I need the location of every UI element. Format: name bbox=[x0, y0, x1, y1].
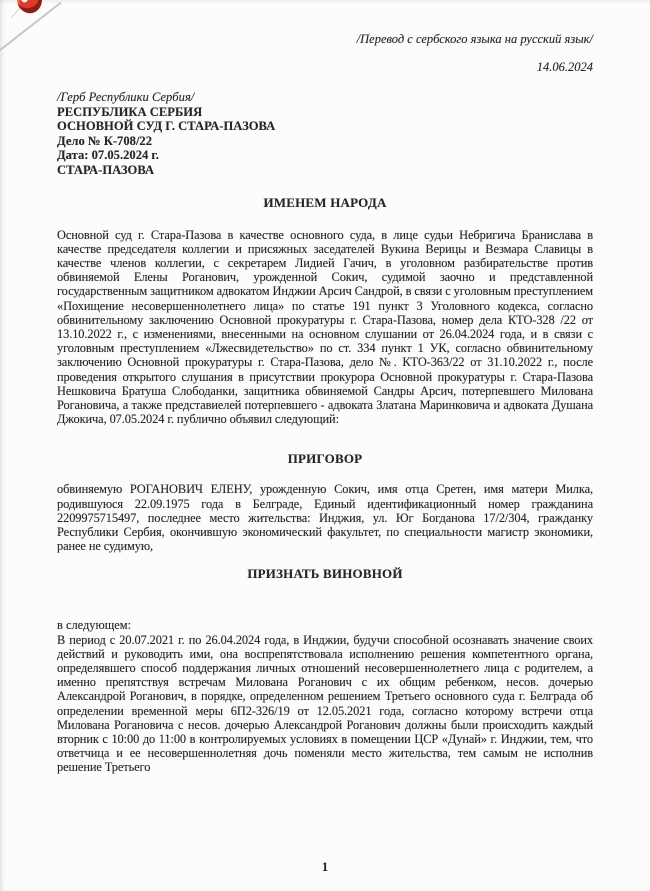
intro-paragraph: Основной суд г. Стара-Пазова в качестве основного суда, в лице судьи Небригича Бранислава в качестве председателя коллегии и присяжных заседателей Вукина Верицы и Везмара Славицы в качестве членов коллегии, с секретарем Лидией Гачич, в уголовном разбирательстве против обвиняемой Елены Роганович, урожденной Сокич, судимой заочно и представленной государственным защитником адвокатом Инджии Арсич Сандрой, в связи с уголовным преступлением «Похищение несовершеннолетнего лица» по статье 191 пункт 3 Уголовного кодекса, согласно обвинительному заключению Основной прокуратуры г. Стара-Пазова, номер дела КТО-328 /22 от 13.10.2022 г., с изменениями, внесенными на основном слушании от 26.04.2024 года, и в связи с уголовным преступлением «Лжесвидетельство» по ст. 334 пункт 1 УК, согласно обвинительному заключению Основной прокуратуры г. Стара-Пазова, дело №. КТО-363/22 от 31.10.2022 г., после проведения открытого слушания в присутствии прокурора Основной прокуратуры г. Стара-Пазова Нешковича Братуша Слободанки, защитника обвиняемой Сандры Арсич, потерпевшего Милована Рогановича, а также представиелей потерпевшего - адвоката Златана Маринковича и адвоката Душана Джокича, 07.05.2024 г. публично объявил следующий: bbox=[57, 227, 593, 427]
header-case-number: Дело № К-708/22 bbox=[57, 133, 153, 148]
heading-verdict: ПРИГОВОР bbox=[287, 451, 363, 467]
translation-note: /Перевод с сербского языка на русский язык/ bbox=[356, 32, 593, 46]
court-header-block bbox=[57, 90, 593, 178]
ribbon-thread-line bbox=[0, 2, 61, 56]
header-republic-line: РЕСПУБЛИКА СЕРБИЯ bbox=[57, 104, 203, 119]
facts-paragraph: В период с 20.07.2021 г. по 26.04.2024 года, в Инджии, будучи способной осознавать значение своих действий и руководить ими, она воспрепятствовала исполнению решения компетентного органа, определявшего способ поддержания личных отношений несовершеннолетнего лица с родителем, а именно препятствуя встречам Милована Роганович с их общим ребенком, несов. дочерью Александрой Роганович, в порядке, определенном решением Третьего основного суда г. Белграда об определении временной меры 6П2-326/19 от 12.05.2021 года, согласно которому встречи отца Милована Рогановича с несов. дочерью Александрой Роганович должны были происходить каждый вторник с 10:00 до 11:00 в контролируемых условиях в помещении ЦСР «Дунай» г. Инджии, тем, что ответчица и ее несовершеннолетняя дочь поменяли место жительства, тем самым не исполнив решение Третьего bbox=[57, 632, 593, 775]
red-wax-seal-icon bbox=[14, 0, 46, 16]
page-number: 1 bbox=[321, 860, 329, 874]
heading-in-the-name-of-people: ИМЕНЕМ НАРОДА bbox=[263, 194, 387, 210]
header-date-line: Дата: 07.05.2024 г. bbox=[57, 148, 159, 163]
coat-of-arms-note: /Герб Республики Сербия/ bbox=[57, 90, 195, 104]
translation-date: 14.06.2024 bbox=[536, 60, 593, 74]
header-court-line: ОСНОВНОЙ СУД Г. СТАРА-ПАЗОВА bbox=[57, 119, 276, 134]
header-city-line: СТАРА-ПАЗОВА bbox=[57, 162, 155, 177]
heading-find-guilty: ПРИЗНАТЬ ВИНОВНОЙ bbox=[247, 566, 403, 582]
defendant-paragraph: обвиняемую РОГАНОВИЧ ЕЛЕНУ, урожденную Сокич, имя отца Сретен, имя матери Милка, родившуюся 22.09.1975 года в Белграде, Единый идентификационный номер гражданина 2209975715497, последнее место жительства: Инджия, ул. Юг Богданова 17/2/304, гражданку Республики Сербия, окончившую экономический факультет, по специальности магистр экономики, ранее не судимую, bbox=[57, 482, 593, 554]
ribbon-thread-line-2 bbox=[11, 0, 31, 19]
following-label: в следующем: bbox=[57, 618, 132, 633]
